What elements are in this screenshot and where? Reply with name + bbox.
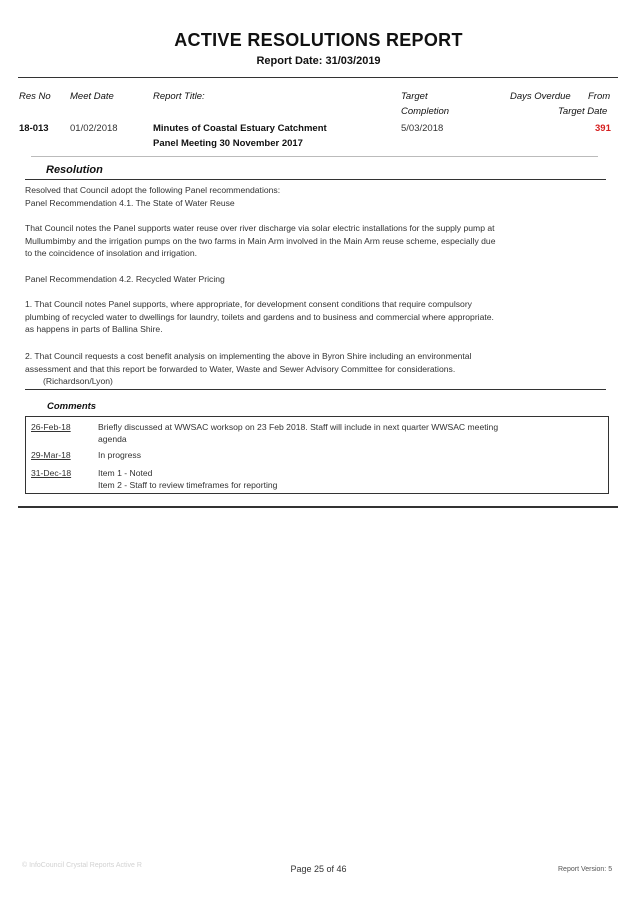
row-title-line1: Minutes of Coastal Estuary Catchment	[153, 123, 327, 134]
row-meet-date: 01/02/2018	[70, 123, 118, 134]
row-res-no: 18-013	[19, 123, 49, 134]
resolution-text-line: (Richardson/Lyon)	[43, 376, 113, 386]
resolution-paragraph-3	[25, 273, 565, 286]
comment-text-line: In progress	[98, 450, 141, 460]
resolution-text-line: as happens in parts of Ballina Shire.	[25, 324, 163, 334]
resolution-bottom-rule	[25, 389, 606, 390]
header-top-rule	[18, 77, 618, 78]
resolution-text-line: Resolved that Council adopt the following Panel recommendations:	[25, 185, 281, 195]
resolution-paragraph-1	[25, 184, 565, 209]
row-days-overdue: 391	[595, 123, 611, 134]
resolution-text-line: 1. That Council notes Panel supports, where appropriate, for development consent conditions that require compulsory	[25, 299, 472, 309]
col-target-completion-1: Target	[401, 91, 428, 102]
resolution-text-line: assessment and that this report be forwarded to Water, Waste and Sewer Advisory Committee for considerations.	[25, 363, 456, 374]
resolution-text-line: That Council notes the Panel supports water reuse over river discharge via solar electric installations for the supply pump at	[25, 223, 495, 233]
resolution-paragraph-5	[25, 350, 565, 388]
footer-report-version: Report Version: 5	[558, 866, 613, 873]
report-date: Report Date: 31/03/2019	[256, 55, 381, 67]
comment-text-line: Briefly discussed at WWSAC worksop on 23 Feb 2018. Staff will include in next quarter WWSAC meeting	[98, 422, 499, 432]
comment-date[interactable]: 29-Mar-18	[31, 450, 71, 460]
col-report-title: Report Title:	[153, 91, 205, 102]
comment-date[interactable]: 26-Feb-18	[31, 422, 71, 432]
resolution-text-line: Mullumbimby and the irrigation pumps on the two farms in Main Arm involved in the Main Arm reuse scheme, especially due	[25, 235, 496, 246]
col-meet-date: Meet Date	[70, 91, 114, 102]
comment-text	[98, 422, 568, 445]
col-from-target-1: From	[588, 91, 611, 102]
comment-date[interactable]: 31-Dec-18	[31, 468, 72, 478]
resolution-text-line: Panel Recommendation 4.2. Recycled Water Pricing	[25, 274, 225, 284]
col-days-overdue: Days Overdue	[510, 91, 571, 102]
comment-text	[98, 468, 568, 491]
resolution-text-line: Panel Recommendation 4.1. The State of Water Reuse	[25, 197, 235, 208]
resolution-label: Resolution	[46, 164, 103, 176]
comment-text-line: Item 2 - Staff to review timeframes for reporting	[98, 479, 278, 490]
col-res-no: Res No	[19, 91, 51, 102]
resolution-text-line: 2. That Council requests a cost benefit analysis on implementing the above in Byron Shire including an environmental	[25, 351, 472, 361]
section-end-rule	[18, 506, 618, 508]
comment-text-line: Item 1 - Noted	[98, 468, 153, 478]
footer-left-text: © InfoCouncil Crystal Reports Active R	[22, 862, 142, 869]
resolution-paragraph-4	[25, 298, 565, 336]
comment-text	[98, 450, 568, 462]
col-from-target-2: Target Date	[558, 106, 608, 117]
row-separator	[31, 156, 598, 157]
row-title-line2: Panel Meeting 30 November 2017	[153, 138, 303, 149]
resolution-paragraph-2	[25, 222, 565, 260]
comments-label: Comments	[47, 401, 97, 412]
col-target-completion-2: Completion	[401, 106, 450, 117]
row-target-completion: 5/03/2018	[401, 123, 444, 134]
comment-text-line: agenda	[98, 433, 127, 444]
footer-page-number: Page 25 of 46	[290, 864, 347, 874]
resolution-rule	[25, 179, 606, 180]
resolution-text-line: plumbing of recycled water to dwellings for laundry, toilets and gardens and to business and commercial where appropriate.	[25, 311, 494, 322]
report-title: ACTIVE RESOLUTIONS REPORT	[174, 30, 463, 50]
resolution-text-line: to the coincidence of insolation and irrigation.	[25, 248, 197, 258]
